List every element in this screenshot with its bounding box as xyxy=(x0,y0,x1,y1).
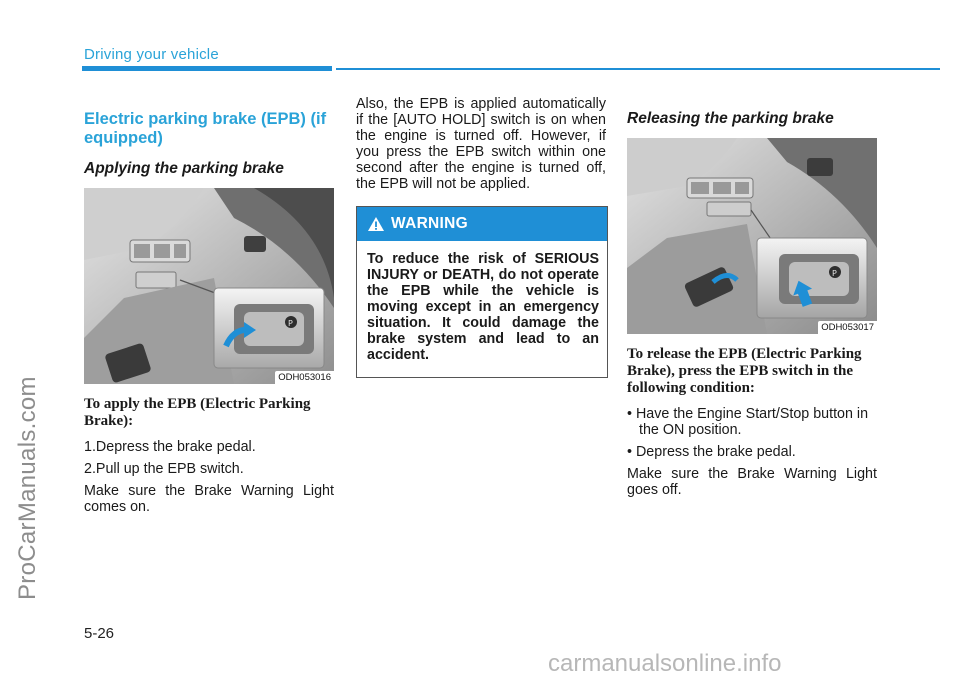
warning-box xyxy=(356,206,608,378)
dashboard-illustration xyxy=(627,138,877,334)
figure-code: ODH053017 xyxy=(818,321,877,334)
header-bar-thin xyxy=(336,68,940,70)
side-watermark[interactable]: ProCarManuals.com xyxy=(14,376,41,600)
warning-triangle-icon xyxy=(367,216,385,232)
condition-item: • Have the Engine Start/Stop button in the ON position. xyxy=(627,406,869,438)
apply-intro: To apply the EPB (Electric Parking Brake): xyxy=(84,396,311,429)
middle-column xyxy=(356,96,606,378)
right-column xyxy=(627,110,877,504)
step-item: 1.Depress the brake pedal. xyxy=(84,439,256,455)
release-conditions xyxy=(627,406,877,460)
figure-code: ODH053016 xyxy=(275,371,334,384)
applying-subheading: Applying the parking brake xyxy=(84,160,284,177)
releasing-subheading: Releasing the parking brake xyxy=(627,110,834,127)
figure-release-epb xyxy=(627,138,877,334)
apply-steps xyxy=(84,439,334,477)
condition-item: • Depress the brake pedal. xyxy=(627,444,796,460)
left-column xyxy=(84,110,334,521)
warning-header xyxy=(357,207,607,241)
warning-title: WARNING xyxy=(391,215,469,232)
dashboard-illustration xyxy=(84,188,334,384)
section-label: Driving your vehicle xyxy=(84,46,219,63)
svg-text:P: P xyxy=(832,269,837,278)
apply-note: Make sure the Brake Warning Light comes on. xyxy=(84,483,334,515)
figure-apply-epb xyxy=(84,188,334,384)
section-heading: Electric parking brake (EPB) (if equipped) xyxy=(84,110,327,147)
page-number: 5-26 xyxy=(84,625,115,642)
release-intro: To release the EPB (Electric Parking Brake), press the EPB switch in the following condition: xyxy=(627,346,862,396)
footer-watermark[interactable]: carmanualsonline.info xyxy=(548,650,782,677)
step-item: 2.Pull up the EPB switch. xyxy=(84,461,244,477)
release-note: Make sure the Brake Warning Light goes off. xyxy=(627,466,877,498)
svg-text:P: P xyxy=(288,319,293,328)
warning-text: To reduce the risk of SERIOUS INJURY or DEATH, do not operate the EPB while the vehicle is moving except in an emergency situation. It could damage the brake system and lead to an accident. xyxy=(367,251,599,363)
auto-hold-paragraph: Also, the EPB is applied automatically if the [AUTO HOLD] switch is on when the engine is turned off. However, if you press the EPB switch within one second after the engine is turned off, the EPB will not be applied. xyxy=(356,96,606,192)
header-bar-thick xyxy=(82,66,332,71)
